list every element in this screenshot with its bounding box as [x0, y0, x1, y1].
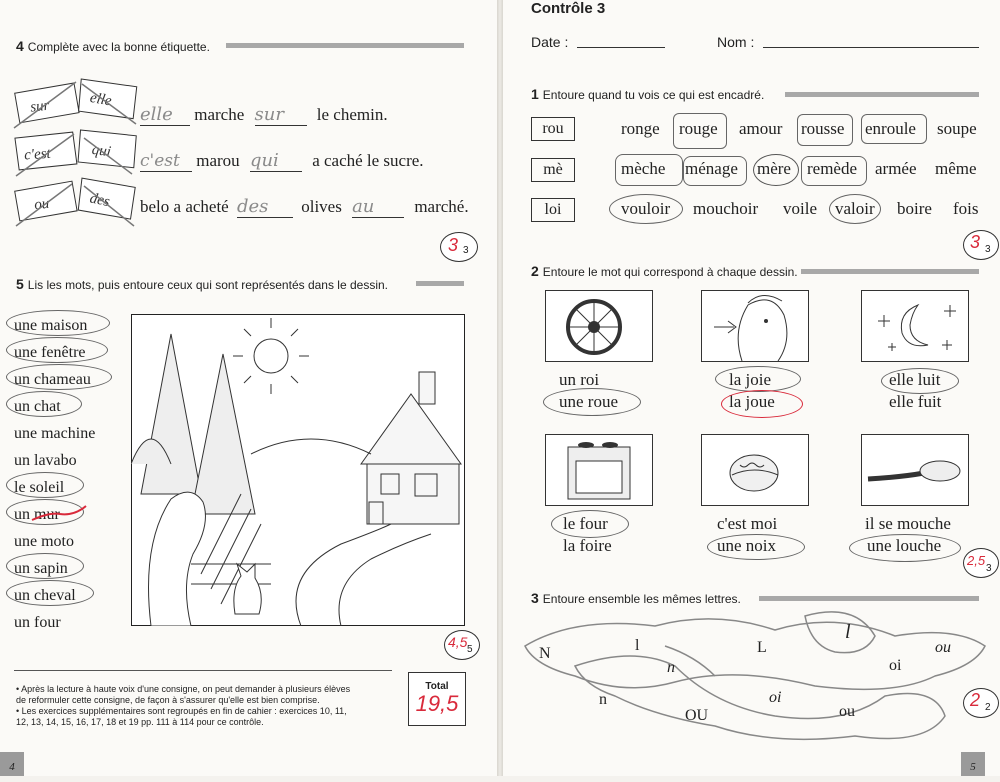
answer-circle — [881, 368, 959, 394]
total-value: 19,5 — [415, 691, 459, 716]
ex1-word: voile — [783, 199, 817, 218]
ex5-word-9: un sapin — [14, 560, 68, 577]
answer-circle — [6, 553, 84, 579]
oven-icon — [546, 435, 652, 505]
answer-circle — [707, 534, 805, 560]
ex1-word: boire — [897, 199, 932, 218]
picture-ladle — [861, 434, 969, 506]
total-box — [408, 672, 466, 726]
face-icon — [702, 291, 808, 361]
ex5-word-4: une machine — [14, 425, 96, 442]
ex1-key-loi: loi — [531, 198, 575, 222]
walnut-icon — [702, 435, 808, 505]
answer-circle — [6, 472, 84, 498]
ex3-score: 2 2 — [963, 688, 999, 718]
ex3-letter: l — [635, 637, 640, 654]
total-label: Total — [425, 681, 449, 692]
answer-circle — [6, 337, 108, 363]
answer-circle — [683, 156, 747, 186]
picture-wheel — [545, 290, 653, 362]
ex2-option: une louche — [867, 536, 942, 555]
answer-circle — [6, 391, 82, 417]
fill-answer: c'est — [140, 151, 192, 172]
ex3-letter: L — [757, 639, 767, 656]
red-correction-mark — [30, 502, 90, 524]
ladle-icon — [862, 435, 968, 505]
fill-answer: qui — [250, 150, 302, 172]
footnote-separator — [14, 670, 392, 671]
date-label: Date : — [531, 34, 569, 50]
fill-answer: au — [352, 196, 404, 218]
ex1-word: vouloir — [621, 199, 671, 218]
ex3-letter: n — [599, 691, 607, 708]
ex1-key-rou: rou — [531, 117, 575, 141]
ex1-word: rouge — [679, 119, 718, 138]
answer-circle — [673, 113, 727, 149]
ex2-option: une noix — [717, 536, 777, 555]
ex5-word-0: une maison — [14, 317, 88, 334]
ex3-letter: n — [667, 659, 675, 676]
ex2-title: 2 Entoure le mot qui correspond à chaque dessin. — [531, 263, 798, 279]
ex1-word: mouchoir — [693, 199, 759, 218]
ex4-title: 4 Complète avec la bonne étiquette. — [16, 38, 210, 54]
ex1-word: armée — [875, 159, 917, 178]
answer-circle — [715, 366, 801, 392]
ex1-word: mèche — [621, 159, 666, 178]
ex5-word-7: un mur — [14, 506, 60, 523]
picture-cheek — [701, 290, 809, 362]
ex2-score: 2,5 3 — [963, 548, 999, 578]
ex3-title-bar — [759, 596, 979, 601]
ex1-key-me: mè — [531, 158, 575, 182]
ex5-word-5: un lavabo — [14, 452, 77, 469]
ex1-word: enroule — [865, 119, 916, 138]
label-card-ou: ou — [33, 195, 51, 214]
ex4-sentence-2: c'est marou qui a caché le sucre. — [140, 150, 424, 171]
ex1-word: soupe — [937, 119, 977, 138]
ex4-sentence-1: elle marche sur le chemin. — [140, 104, 388, 125]
ex5-title-bar — [416, 281, 464, 286]
ex1-word: même — [935, 159, 977, 178]
ex2-option: une roue — [559, 392, 619, 411]
ex2-option: elle luit — [889, 370, 941, 389]
answer-circle — [609, 194, 683, 224]
ex4-label-cards — [10, 76, 140, 236]
landscape-drawing — [131, 314, 465, 626]
ex3-letter: l — [845, 621, 851, 643]
ex5-word-11: un four — [14, 614, 61, 631]
answer-circle — [6, 310, 110, 336]
right-page — [503, 0, 1000, 776]
fill-answer: des — [237, 196, 293, 218]
ex4-sentence-3: belo a acheté des olives au marché. — [140, 196, 469, 217]
answer-circle — [543, 388, 641, 416]
ex4-title-bar — [226, 43, 464, 48]
answer-circle — [6, 364, 112, 390]
ex2-option: un roi — [559, 370, 600, 389]
ex1-word: fois — [953, 199, 979, 218]
ex1-word: valoir — [835, 199, 875, 218]
label-card-des: des — [88, 190, 112, 211]
label-card-qui: qui — [90, 141, 112, 161]
wheel-icon — [546, 291, 652, 361]
ex5-word-10: un cheval — [14, 587, 76, 604]
fill-answer: sur — [255, 104, 307, 126]
ex3-letter-loops — [515, 606, 995, 756]
answer-circle — [797, 114, 853, 146]
ex2-option: il se mouche — [865, 514, 951, 533]
ex5-word-6: le soleil — [14, 479, 65, 496]
left-page — [0, 0, 497, 776]
page-number-right: 5 — [961, 752, 985, 776]
ex3-letter: N — [539, 645, 551, 662]
moon-icon — [862, 291, 968, 361]
name-label: Nom : — [717, 34, 755, 50]
ex1-word: ménage — [685, 159, 738, 178]
date-field — [577, 47, 665, 48]
answer-circle — [551, 510, 629, 538]
fill-answer: elle — [140, 104, 190, 126]
ex3-letter: oi — [889, 657, 902, 674]
ex2-option: c'est moi — [717, 514, 778, 533]
ex1-word: ronge — [621, 119, 660, 138]
page-title: Contrôle 3 — [531, 0, 606, 17]
ex3-letter: OU — [685, 707, 709, 724]
answer-circle — [753, 154, 799, 186]
label-card-sur: sur — [29, 97, 51, 116]
answer-circle — [615, 154, 683, 186]
ex4-score: 3 3 — [440, 232, 478, 262]
ex2-option: la foire — [563, 536, 612, 555]
ex5-word-2: un chameau — [14, 371, 91, 388]
answer-circle — [849, 534, 961, 562]
ex1-title: 1 Entoure quand tu vois ce qui est encadré. — [531, 86, 765, 102]
ex5-score: 4,5 5 — [444, 630, 480, 660]
ex2-option: la joue — [729, 392, 775, 411]
ex5-title: 5 Lis les mots, puis entoure ceux qui sont représentés dans le dessin. — [16, 276, 388, 292]
ex1-word: remède — [807, 159, 858, 178]
ex2-option: le four — [563, 514, 608, 533]
answer-circle — [829, 194, 881, 224]
page-number-left: 4 — [0, 752, 24, 776]
ex5-word-1: une fenêtre — [14, 344, 86, 361]
ex2-title-bar — [801, 269, 979, 274]
ex3-letter: oi — [769, 689, 782, 706]
ex5-word-8: une moto — [14, 533, 74, 550]
answer-circle-red — [721, 390, 803, 418]
ex1-title-bar — [785, 92, 979, 97]
ex3-letter: ou — [839, 703, 855, 720]
ex3-title: 3 Entoure ensemble les mêmes lettres. — [531, 590, 741, 606]
ex1-word: mère — [757, 159, 791, 178]
picture-walnut — [701, 434, 809, 506]
footnote: • Après la lecture à haute voix d'une consigne, on peut demander à plusieurs élèves de reformuler cette consigne, de façon à s'assurer qu'elle est bien comprise. • Les exercices supplémentaires sont regroupés en fin de cahier : exercices 10, 11, 12, 13, 14, 15, 16, 17, 18 et 19 pp. 111 à 114 pour ce contrôle. — [16, 684, 351, 727]
picture-oven — [545, 434, 653, 506]
picture-moon — [861, 290, 969, 362]
ex2-option: elle fuit — [889, 392, 942, 411]
ex1-word: amour — [739, 119, 783, 138]
answer-circle — [861, 114, 927, 144]
ex3-letter: ou — [935, 639, 951, 656]
ex1-score: 3 3 — [963, 230, 999, 260]
label-card-cest: c'est — [23, 145, 52, 164]
answer-circle — [6, 580, 94, 606]
ex1-word: rousse — [801, 119, 845, 138]
ex5-word-3: un chat — [14, 398, 61, 415]
label-card-elle: elle — [88, 89, 113, 110]
answer-circle — [801, 156, 867, 186]
ex2-option: la joie — [729, 370, 772, 389]
name-field — [763, 47, 979, 48]
